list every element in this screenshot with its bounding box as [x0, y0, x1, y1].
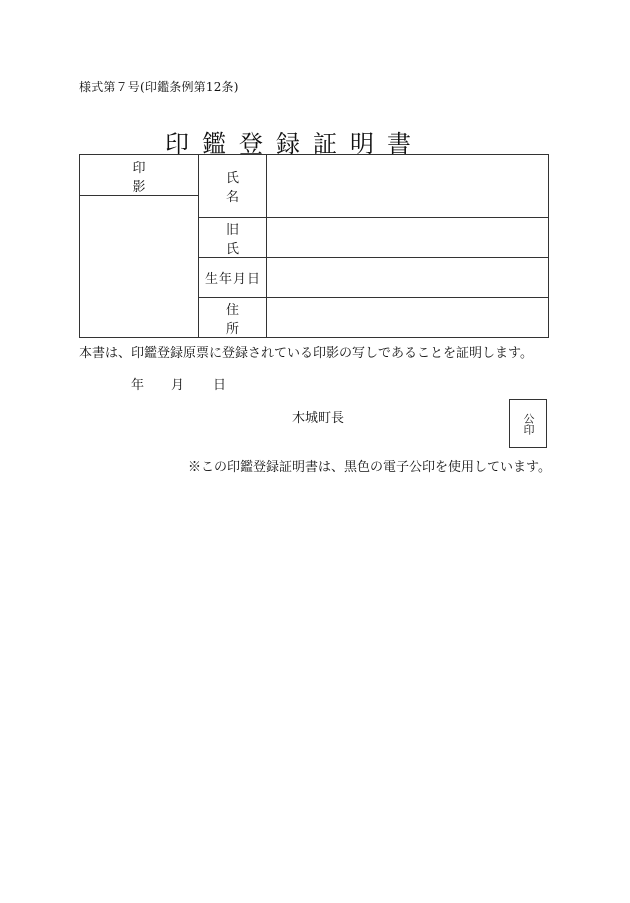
page-title: 印鑑登録証明書: [165, 130, 424, 158]
date-month: 月: [171, 378, 185, 393]
birth-date-label: 生年月日: [199, 258, 267, 298]
certification-text: 本書は、印鑑登録原票に登録されている印影の写しであることを証明します。: [79, 346, 533, 361]
date-year: 年: [131, 378, 145, 393]
seal-impression-box: [80, 196, 199, 338]
form-reference: 様式第７号(印鑑条例第12条): [79, 80, 239, 94]
seal-impression-header: 印影: [80, 155, 199, 196]
name-label: 氏 名: [199, 155, 267, 218]
birth-date-value: [267, 258, 549, 298]
former-surname-label: 旧 氏: [199, 218, 267, 258]
electronic-seal-note: ※この印鑑登録証明書は、黒色の電子公印を使用しています。: [188, 460, 551, 475]
date-line: [131, 374, 226, 393]
former-surname-value: [267, 218, 549, 258]
official-seal-stamp: 公印: [509, 399, 547, 448]
address-label: 住 所: [199, 298, 267, 338]
certificate-table: [79, 154, 549, 338]
date-day: 日: [213, 378, 227, 393]
name-value: [267, 155, 549, 218]
address-value: [267, 298, 549, 338]
issuer: 木城町長: [292, 411, 345, 426]
